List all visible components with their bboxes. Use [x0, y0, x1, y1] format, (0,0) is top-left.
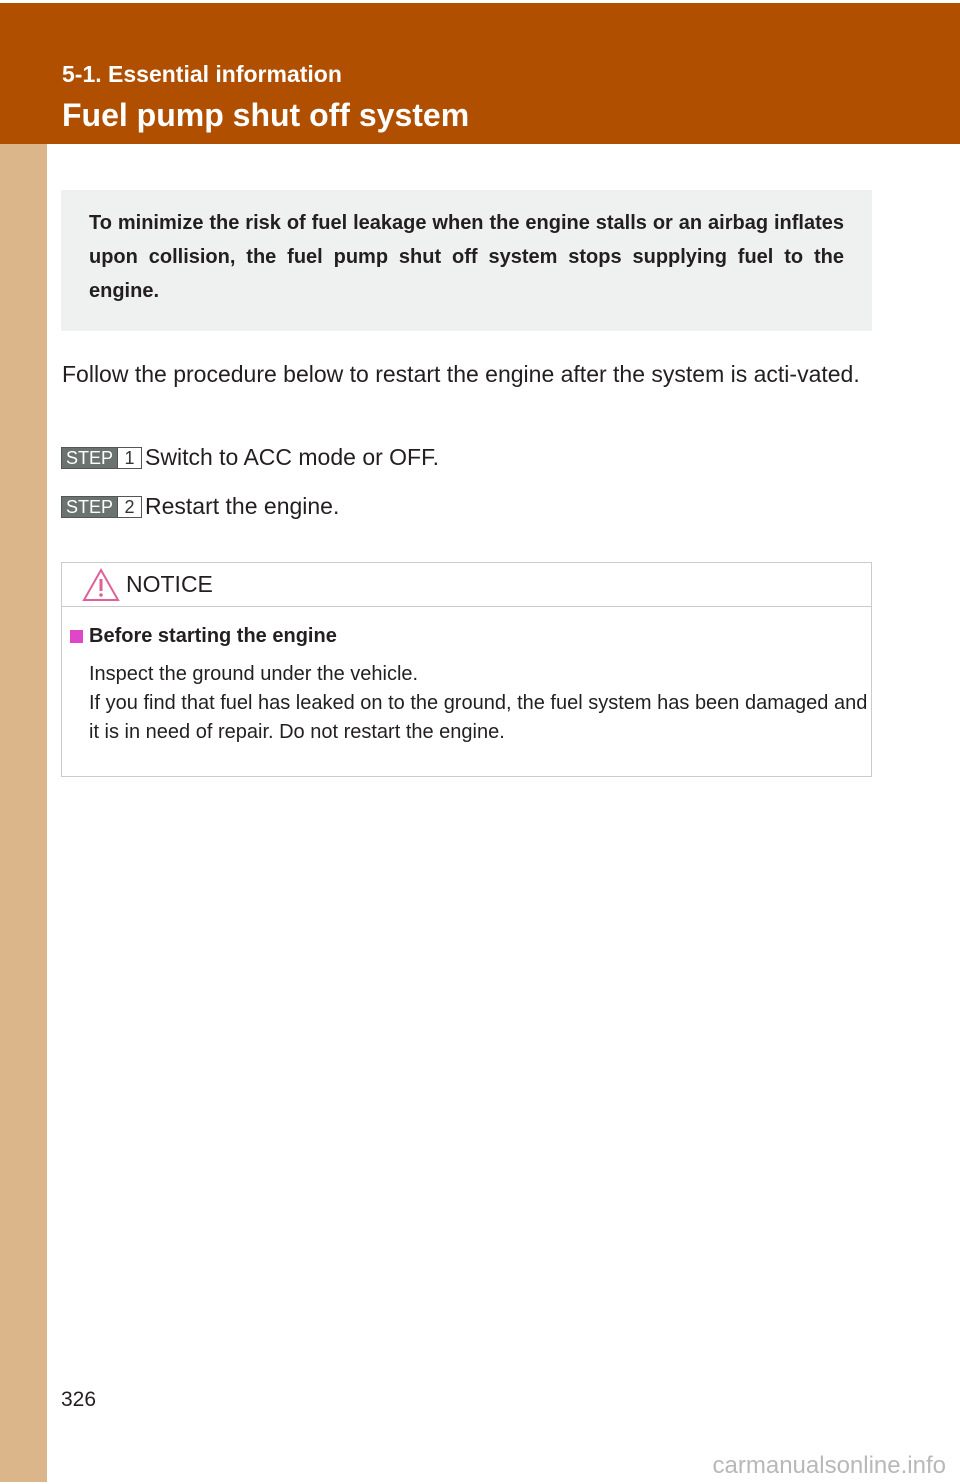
- notice-title-text: Before starting the engine: [89, 625, 337, 647]
- side-strip: [0, 144, 47, 1482]
- notice-line-1: Inspect the ground under the vehicle.: [89, 663, 419, 685]
- intro-box: To minimize the risk of fuel leakage when the engine stalls or an airbag inflates upon collision, the fuel pump shut off system stops supplying fuel to the engine.: [61, 190, 872, 331]
- step-number: 1: [117, 448, 141, 468]
- step-number: 2: [117, 497, 141, 517]
- warning-triangle-icon: [82, 568, 120, 602]
- procedure-text: Follow the procedure below to restart the engine after the system is acti-vated.: [62, 361, 860, 387]
- step-1: [61, 444, 439, 471]
- notice-title: [70, 625, 871, 648]
- page-number: 326: [61, 1388, 97, 1411]
- step-badge: [61, 496, 142, 518]
- bullet-square-icon: [70, 630, 83, 643]
- notice-box: [61, 562, 872, 777]
- page-title: Fuel pump shut off system: [62, 97, 470, 133]
- notice-heading: NOTICE: [126, 571, 213, 597]
- step-text: Restart the engine.: [145, 493, 340, 519]
- step-2: [61, 493, 339, 520]
- notice-header: [62, 563, 871, 607]
- watermark: carmanualsonline.info: [712, 1452, 946, 1479]
- header-bar: [0, 3, 960, 144]
- notice-line-2: If you find that fuel has leaked on to the ground, the fuel system has been damaged and it is in need of repair. Do not restart the engine.: [89, 692, 868, 743]
- section-label: 5-1. Essential information: [62, 61, 342, 87]
- step-label: STEP: [62, 448, 117, 468]
- step-label: STEP: [62, 497, 117, 517]
- step-badge: [61, 447, 142, 469]
- step-text: Switch to ACC mode or OFF.: [145, 444, 439, 470]
